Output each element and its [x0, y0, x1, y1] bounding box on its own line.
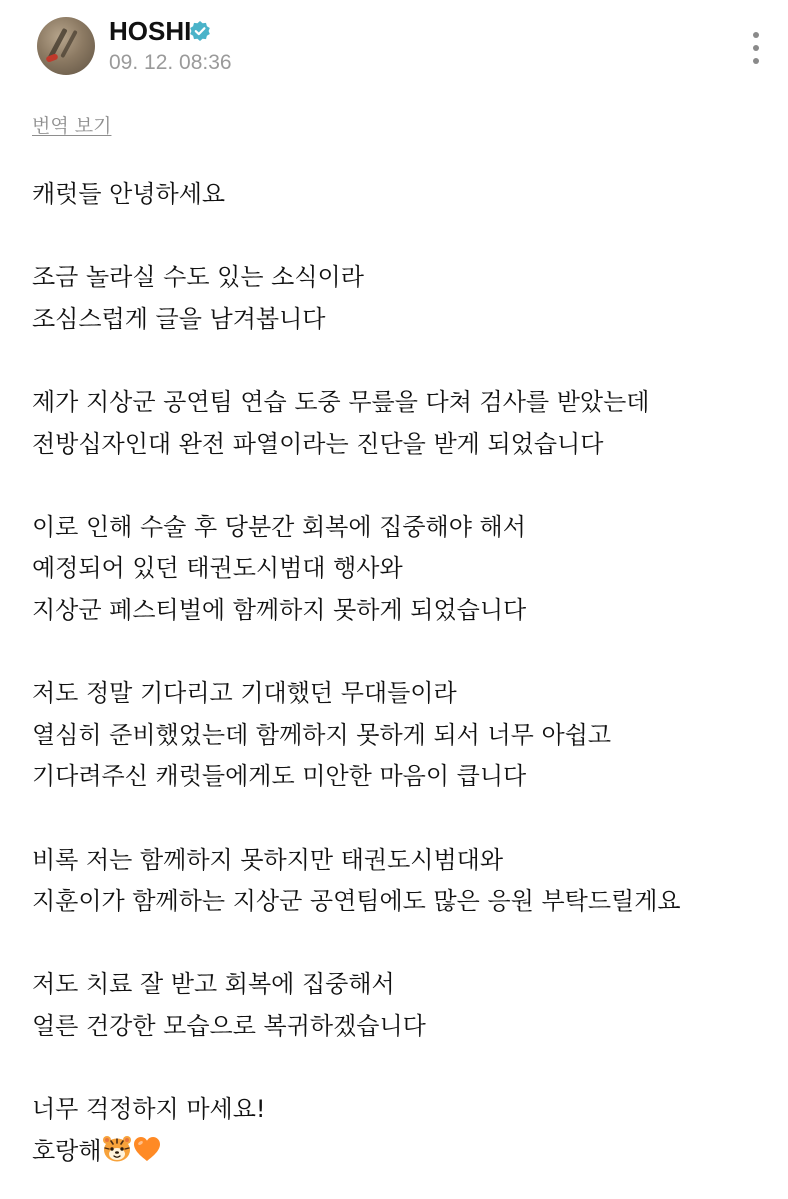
post-text-line: 열심히 준비했었는데 함께하지 못하게 되서 너무 아쉽고 [32, 720, 612, 749]
post-blank-line [32, 465, 762, 507]
post-text-line: 저도 정말 기다리고 기대했던 무대들이라 [32, 679, 457, 708]
post-text-line: 저도 치료 잘 받고 회복에 집중해서 [32, 970, 395, 999]
author-name[interactable]: HOSHI [109, 16, 192, 46]
verified-badge-icon [189, 20, 211, 42]
post-closing-line [32, 1131, 762, 1173]
more-vertical-icon [753, 58, 759, 64]
post-timestamp: 09. 12. 08:36 [109, 51, 232, 74]
post-header [0, 0, 788, 100]
post-text-line: 예정되어 있던 태권도시범대 행사와 [32, 554, 403, 583]
post-blank-line [32, 798, 762, 840]
avatar-detail [45, 53, 58, 63]
post-blank-line [32, 340, 762, 382]
post-blank-line [32, 632, 762, 674]
post-text-line: 얼른 건강한 모습으로 복귀하겠습니다 [32, 1011, 426, 1040]
post-text-line: 조심스럽게 글을 남겨봅니다 [32, 304, 326, 333]
post-blank-line [32, 1047, 762, 1089]
post-blank-line [32, 923, 762, 965]
post-text-line: 전방십자인대 완전 파열이라는 진단을 받게 되었습니다 [32, 429, 604, 458]
post-blank-line [32, 216, 762, 258]
more-vertical-icon [753, 45, 759, 51]
post-text-line: 캐럿들 안녕하세요 [32, 180, 226, 208]
orange-heart-icon [132, 1135, 162, 1163]
more-vertical-icon [753, 32, 759, 38]
more-options-button[interactable] [744, 28, 768, 68]
post-text-line: 기다려주신 캐럿들에게도 미안한 마음이 큽니다 [32, 762, 527, 791]
closing-text: 호랑해 [32, 1136, 102, 1165]
post-text-line: 비록 저는 함께하지 못하지만 태권도시범대와 [32, 845, 504, 874]
post-text-line: 너무 걱정하지 마세요! [32, 1095, 266, 1124]
tiger-face-icon [102, 1135, 132, 1163]
translate-link[interactable]: 번역 보기 [32, 115, 112, 137]
post-body [32, 174, 762, 1172]
post-text-line: 이로 인해 수술 후 당분간 회복에 집중해야 해서 [32, 512, 526, 541]
post-text-line: 제가 지상군 공연팀 연습 도중 무릎을 다쳐 검사를 받았는데 [32, 387, 650, 416]
avatar[interactable] [37, 17, 95, 75]
post-text-line: 지상군 페스티벌에 함께하지 못하게 되었습니다 [32, 595, 527, 624]
post-body-lines [32, 174, 762, 1131]
post-text-line: 조금 놀라실 수도 있는 소식이라 [32, 263, 364, 292]
post-text-line: 지훈이가 함께하는 지상군 공연팀에도 많은 응원 부탁드릴게요 [32, 887, 681, 916]
